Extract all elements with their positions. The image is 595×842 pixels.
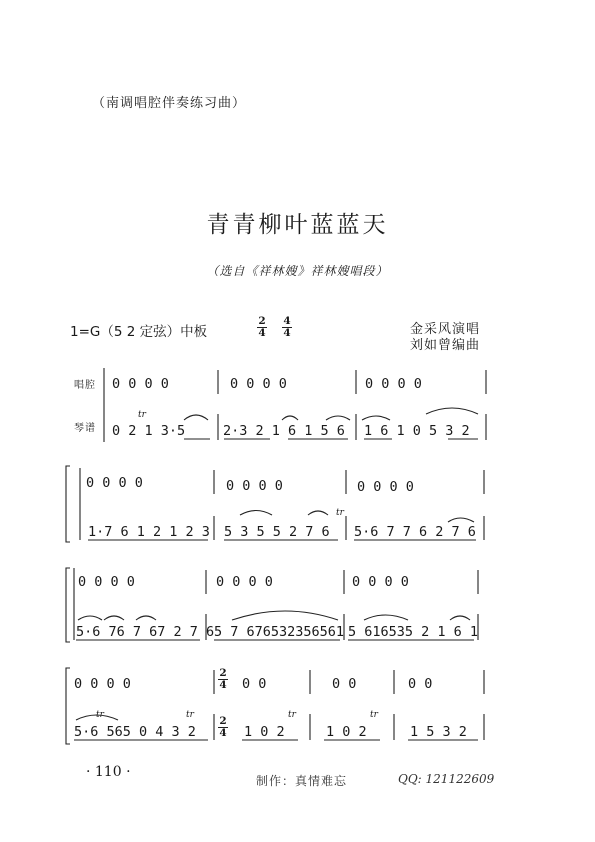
s3-vocal-m3: 0 0 0 0 xyxy=(352,574,409,590)
slur xyxy=(364,615,408,620)
trill-ornament: tr xyxy=(370,710,378,720)
slur xyxy=(426,408,478,414)
s2-accomp-m2: 5 3 5 5 2 7 6 xyxy=(224,524,330,540)
trill-ornament: tr xyxy=(96,710,104,720)
s4-accomp-m3: 1 0 2 xyxy=(326,724,367,740)
s4-vocal-m4: 0 0 xyxy=(408,676,433,692)
trill-ornament: tr xyxy=(336,508,344,518)
slur xyxy=(104,616,124,620)
s4-vocal-m2: 0 0 xyxy=(242,676,267,692)
slur xyxy=(308,511,328,515)
s2-accomp-m3: 5·6 7 7 6 2 7 6 xyxy=(354,524,476,540)
s1-accomp-m3: 1 6 1 0 5 3 2 xyxy=(364,423,470,439)
song-title: 青青柳叶蓝蓝天 xyxy=(206,212,389,238)
s1-vocal-m1: 0 0 0 0 xyxy=(112,376,169,392)
footer-qq: QQ: 121122609 xyxy=(398,772,495,786)
s1-accomp-m2: 2·3 2 1 6 1 5 6 xyxy=(223,423,345,439)
s4-time-signature-accomp: 2 4 xyxy=(219,715,227,739)
s2-vocal-m1: 0 0 0 0 xyxy=(86,475,143,491)
row-label-accompaniment: 琴谱 xyxy=(74,423,96,434)
slur xyxy=(362,416,390,420)
s3-vocal-m1: 0 0 0 0 xyxy=(78,574,135,590)
system-bracket xyxy=(66,668,70,744)
s4-time-signature-vocal: 2 4 xyxy=(219,667,227,691)
series-label: （南调唱腔伴奏练习曲） xyxy=(92,96,247,111)
s2-accomp-m1: 1·7 6 1 2 1 2 3 xyxy=(88,524,210,540)
system-bracket xyxy=(66,466,70,542)
s4-accomp-m4: 1 5 3 2 xyxy=(410,724,467,740)
credit-singer: 金采风演唱 xyxy=(410,322,481,337)
s3-accomp-m1: 5·6 76 7 67 2 7 6 xyxy=(76,624,215,640)
slur xyxy=(232,611,338,620)
row-label-vocal: 唱腔 xyxy=(74,380,96,391)
s4-vocal-m1: 0 0 0 0 xyxy=(74,676,131,692)
slur xyxy=(76,715,118,720)
slur xyxy=(240,511,272,516)
s2-vocal-m3: 0 0 0 0 xyxy=(357,479,414,495)
slur xyxy=(136,616,156,620)
slur xyxy=(450,616,470,620)
s1-vocal-m3: 0 0 0 0 xyxy=(365,376,422,392)
system-bracket xyxy=(66,568,70,642)
s4-accomp-m2: 1 0 2 xyxy=(244,724,285,740)
slur xyxy=(78,616,102,620)
s3-accomp-m3: 5 616535 2 1 6 1 xyxy=(348,624,479,640)
trill-ornament: tr xyxy=(288,710,296,720)
page-number: · 110 · xyxy=(86,764,131,780)
s4-vocal-m3: 0 0 xyxy=(332,676,357,692)
credit-arranger: 刘如曾编曲 xyxy=(410,338,481,353)
s1-vocal-m2: 0 0 0 0 xyxy=(230,376,287,392)
footer-credit: 制作：真情难忘 xyxy=(256,774,348,788)
key-and-tempo: 1=G（5 2 定弦）中板 xyxy=(70,324,208,340)
song-subtitle: （选自《祥林嫂》祥林嫂唱段） xyxy=(206,264,389,278)
s3-accomp-m2: 5 7 676532356561 xyxy=(214,624,345,640)
s1-accomp-m1: 0 2 1 3·5 xyxy=(112,423,186,439)
slur xyxy=(448,518,474,522)
trill-ornament: tr xyxy=(186,710,194,720)
slur xyxy=(282,416,298,420)
time-signature-2-4: 2 4 xyxy=(258,315,266,339)
s3-vocal-m2: 0 0 0 0 xyxy=(216,574,273,590)
s2-vocal-m2: 0 0 0 0 xyxy=(226,478,283,494)
trill-ornament: tr xyxy=(138,410,146,420)
slur xyxy=(326,416,350,420)
slur xyxy=(184,415,208,420)
s4-accomp-m1: 5·6 565 0 4 3 2 xyxy=(74,724,196,740)
time-signature-4-4: 4 4 xyxy=(283,315,291,339)
